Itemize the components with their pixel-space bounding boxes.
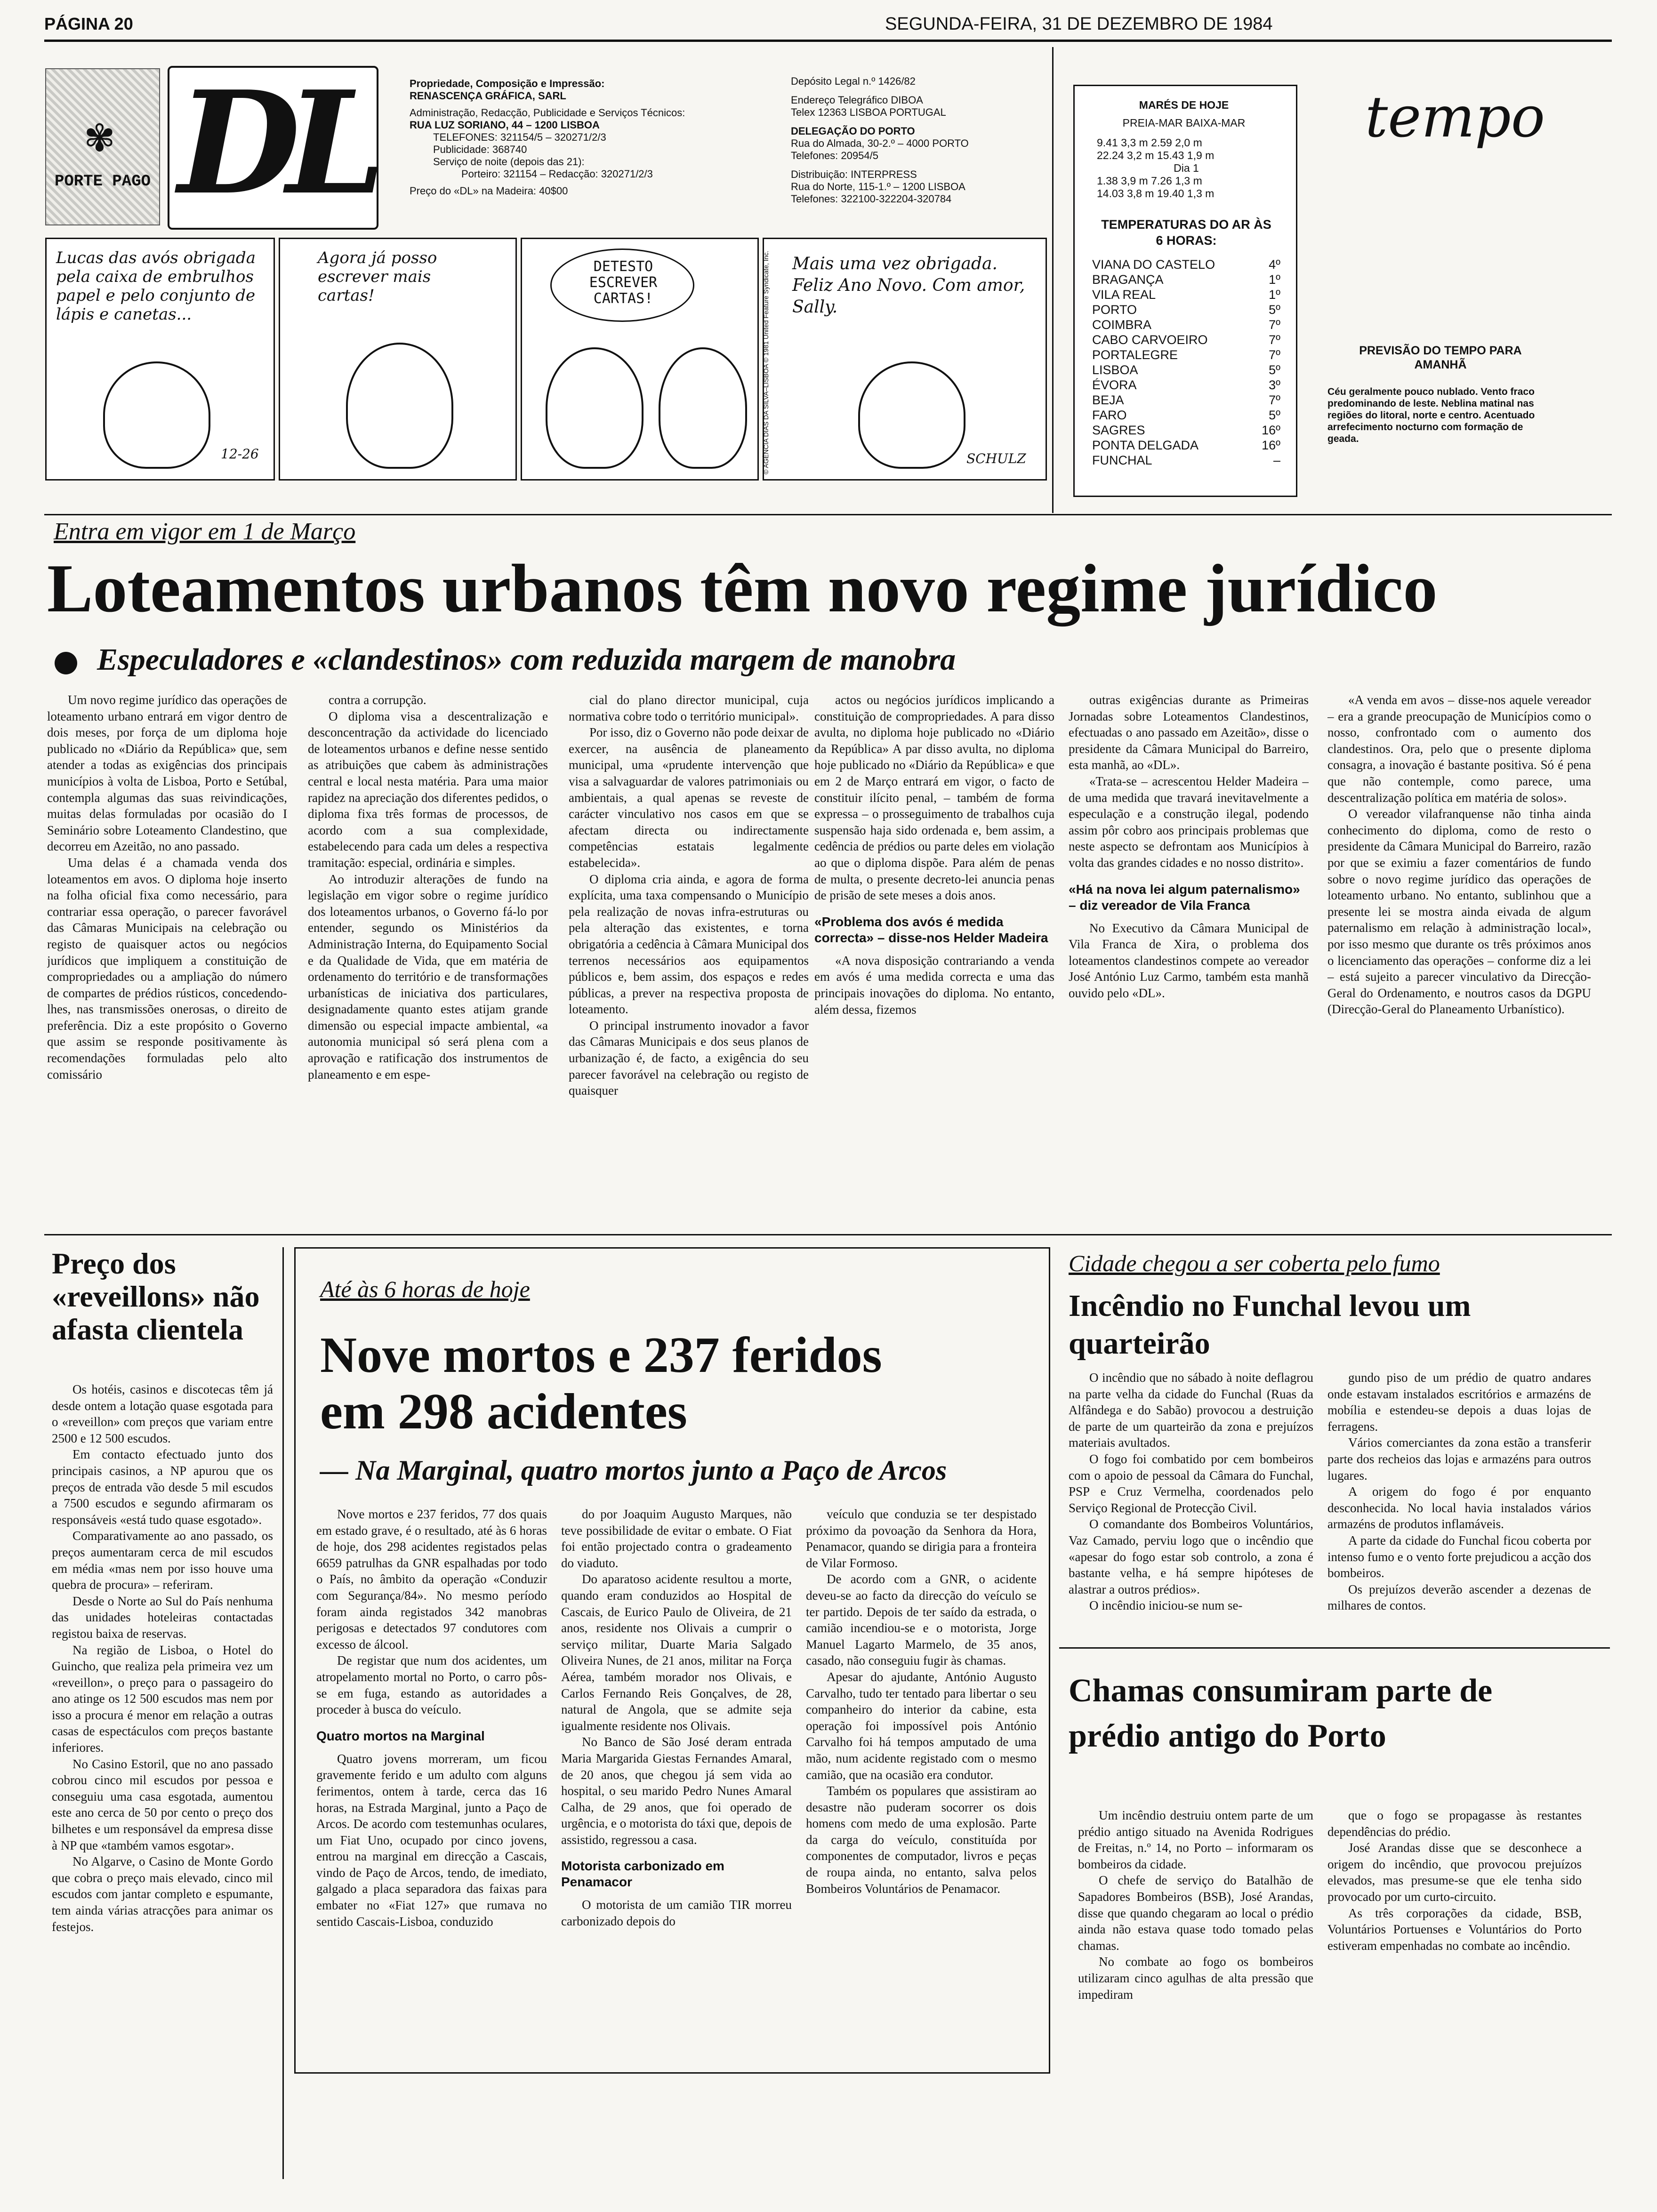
dl-logo [168,60,378,230]
accidents-headline: Nove mortos e 237 feridos em 298 acidentes [320,1327,882,1440]
girl-figure [858,361,965,469]
comic-signature: SCHULZ [966,451,1026,466]
weather-title: PREVISÃO DO TEMPO PARA AMANHÃ [1359,344,1522,371]
porto-column-2: que o fogo se propagasse às restantes dependências do prédio. José Arandas disse que se desconhece a origem do incêndio, que provocou prejuízos elevados, mas presume-se que ele tenha sido provocado por um curto-circuito. As três corporações da cidade, BSB, Voluntários Portuenses e Voluntários do Porto estiveram empenhadas no combate ao incêndio. [1327,1808,1582,1953]
imprint-left: Propriedade, Composição e Impressão: RENASCENÇA GRÁFICA, SARL Administração, Redacção, Publicidade e Serviços Técnicos: RUA LUZ SORIANO, 44 – 1200 LISBOA TELEFONES: 321154/5 – 320271/2/3 Publicidade: 368740 Serviço de noite (depois das 21): Porteiro: 321154 – Redacção: 320271/2/3 Preço do «DL» na Madeira: 40$00 [410,78,685,197]
tides-title: MARÉS DE HOJE [1139,99,1229,111]
lead-headline: Loteamentos urbanos têm novo regime jurídico [47,550,1438,626]
bullet-icon [55,652,77,674]
reveillon-column: Os hotéis, casinos e discotecas têm já desde ontem a lotação quase esgotada para o «reveillon» com preços que variam entre 2500 e 12 500 escudos. Em contacto efectuado junto dos principais casinos, a NP apurou que os preços de entrada vão desde 5 mil escudos a 7500 escudos e segundo afirmaram os responsáveis «está tudo quase esgotado». Comparativamente ao ano passado, os preços aumentaram cerca de mil escudos em média «mas nem por isso houve uma quebra de procura» – referiram. Desde o Norte ao Sul do País nenhuma das unidades hoteleiras contactadas registou baixa de reservas. Na região de Lisboa, o Hotel do Guincho, que realiza pela primeira vez um «reveillon», o preço para o passageiro do ano atinge os 12 500 escudos mas nem por isso a procura é menor em relação a outras casas de espectáculos com preços bastante inferiores. No Casino Estoril, que no ano passado cobrou cinco mil escudos por pessoa e conseguiu uma casa esgotada, aumentou este ano cerca de 50 por cento o preço dos bilhetes e um responsável da empresa disse à NP que «também vamos esgotar». No Algarve, o Casino de Monte Gordo que cobra o preço mais elevado, cinco mil escudos com jantar completo e espumante, tem ainda várias atracções para animar os festejos. [52,1382,273,1934]
tides-table: 9.41 3,3 m 2.59 2,0 m 22.24 3,2 m 15.43 1,9 m Dia 1 1.38 3,9 m 7.26 1,3 m 14.03 3,8 m 19.40 1,3 m [1097,136,1215,200]
porte-pago-stamp [45,68,160,225]
lead-column-1: Um novo regime jurídico das operações de loteamento urbano entrará em vigor dentro de dois meses, por força de um diploma hoje publicado no «Diário da República» que, sem atender a todas as exigências dos principais municípios à volta de Lisboa, Porto e Setúbal, contempla algumas das suas reivindicações, muitas delas formuladas por ocasião do I Seminário sobre Loteamento Clandestino, que decorreu em Azeitão, no ano passado. Uma delas é a chamada venda dos loteamentos em avos. O diploma hoje inserto na folha oficial fixa como necessário, para contrariar essa operação, o parecer favorável das Câmaras Municipais na celebração ou registo de quaisquer actos ou negócios jurídicos que impliquem a constituição de compropriedades ou a ampliação do número de compartes de prédios rústicos, concedendo-lhes, nas transmissões onerosas, o direito de preferência. Diz a este propósito o Governo que assim se responde positivamente às recomendações formuladas pelo alto comissário [47,693,287,1082]
lead-column-2: contra a corrupção. O diploma visa a descentralização e desconcentração da actividade do licenciado de loteamentos urbanos e define nesse sentido as atribuições que cabem às administrações central e local nesta matéria. Para uma maior rapidez na apreciação dos diferentes pedidos, o diploma fixa três formas de processos, de acordo com a sua complexidade, estabelecendo para cada um deles a respectiva tramitação: especial, ordinária e simples. Ao introduzir alterações de fundo na legislação em vigor sobre o regime jurídico dos loteamentos urbanos, o Governo fá-lo por entender, segundo os Ministérios da Administração Interna, do Equipamento Social e da Qualidade de Vida, que em matéria de ordenamento do território e de transformações urbanísticas de iniciativa dos particulares, designadamente quanto estes atijam grande dimensão ou especial impacte ambiental, «a autonomia municipal só será plena com a aprovação e ratificação dos instrumentos de planeamento e em espe- [308,693,548,1082]
porto-column-1: Um incêndio destruiu ontem parte de um prédio antigo situado na Avenida Rodrigues de Freitas, n.º 14, no Porto – informaram os bombeiros da cidade. O chefe de serviço do Batalhão de Sapadores Bombeiros (BSB), José Arandas, disse que quando chegaram ao local o prédio ainda não estava quase todo tomado pelas chamas. No combate ao fogo os bombeiros utilizaram cinco agulhas de alta pressão que impediram [1078,1808,1313,2002]
comic-panel-4-text: Mais uma vez obrigada. Feliz Ano Novo. Com amor, Sally. [792,254,1025,317]
temps-title: TEMPERATURAS DO AR ÀS 6 HORAS: [1101,217,1271,248]
comic-panel-4 [763,238,1047,481]
funchal-bottom-rule [1059,1647,1610,1649]
page-number: PÁGINA 20 [44,14,133,33]
comic-panel-2-text: Agora já posso escrever mais cartas! [318,248,437,305]
lead-column-3: cial do plano director municipal, cuja normativa cobre todo o território municipal». Por isso, diz o Governo não pode deixar de exercer, na ausência de planeamento municipal, uma «prudente intervenção que visa a salvaguardar de valores patrimoniais ou ambientais, a qual apenas se reveste de carácter vinculativo nos casos em que se afectam directa ou indirectamente competências estatais legalmente estabelecida». O diploma cria ainda, e agora de forma explícita, uma taxa compensando o Município pela realização de novas infra-estruturas ou pela alteração das existentes, e torna obrigatória a cedência à Câmara Municipal dos terrenos necessários aos equipamentos públicos e, bem assim, dos espaços e redes públicas, a prever na respectiva proposta de loteamento. O principal instrumento inovador a favor das Câmaras Municipais e dos seus planos de urbanização é, de facto, a exigência do seu parecer favorável na celebração ou registo de quaisquer [569,693,809,1098]
funchal-column-1: O incêndio que no sábado à noite deflagrou na parte velha da cidade do Funchal (Ruas da Alfândega e do Sabão) provocou a destruição de parte de um quarteirão da zona e prejuízos materiais avultados. O fogo foi combatido por cem bombeiros com o apoio de pessoal da Câmara do Funchal, PSP e Cruz Vermelha, coordenados pelo Serviço Regional de Protecção Civil. O comandante dos Bombeiros Voluntários, Vaz Camado, perviu logo que o incêndio que «apesar do fogo estar sob controlo, a zona é bastante velha, e há sempre hipóteses de alastrar a outros prédios». O incêndio iniciou-se num se- [1069,1370,1313,1613]
issue-date: SEGUNDA-FEIRA, 31 DE DEZEMBRO DE 1984 [885,14,1273,34]
accidents-subhead-1: Quatro mortos na Marginal [316,1728,485,1743]
lead-deck: Especuladores e «clandestinos» com reduzida margem de manobra [97,642,956,677]
accidents-deck: — Na Marginal, quatro mortos junto a Paço de Arcos [320,1455,947,1486]
accidents-kicker: Até às 6 horas de hoje [320,1276,530,1302]
comic-panel-1-text: Lucas das avós obrigada pela caixa de embrulhos papel e pelo conjunto de lápis e canetas... [56,248,256,324]
funchal-column-2: gundo piso de um prédio de quatro andares onde estavam instalados escritórios e armazéns de mobília e estendeu-se depois a duas lojas de ferragens. Vários comerciantes da zona estão a transferir parte dos recheios das lojas e armazéns para outros lugares. A origem do fogo é por enquanto desconhecida. No local havia instalados vários armazéns de produtos inflamáveis. A parte da cidade do Funchal ficou coberta por intenso fumo e o vento forte prejudicou a acção dos bombeiros. Os prejuízos deverão ascender a dezenas de milhares de contos. [1327,1370,1591,1613]
girl-figure [346,343,453,469]
accidents-column-2: do por Joaquim Augusto Marques, não teve possibilidade de evitar o embate. O Fiat foi então projectado contra o gradeamento do viaduto. Do aparatoso acidente resultou a morte, quando eram conduzidos ao Hospital de Cascais, de Eurico Paulo de Oliveira, de 21 anos, residente nos Olivais a cumprir o serviço militar, Duarte Maria Salgado Oliveira Nunes, de 21 anos, militar na Força Aérea, também morador nos Olivais, e Carlos Fernando Reis Gonçalves, de 28, natural de Angola, que se admite seja igualmente residente nos Olivais. No Banco de São José deram entrada Maria Margarida Giestas Fernandes Amaral, de 20 anos, que chegou já sem vida ao hospital, o seu marido Pedro Nunes Amaral Calha, de 29 anos, que foi operado de urgência, e o motorista do táxi que, depois de assistido, regressou a casa. Motorista carbonizado em Penamacor O motorista de um camião TIR morreu carbonizado depois do [561,1507,792,1929]
comic-date: 12-26 [221,446,259,462]
funchal-kicker: Cidade chegou a ser coberta pelo fumo [1069,1250,1440,1276]
comic-panel-1 [45,238,275,481]
logo-text: DL [178,60,372,226]
accidents-column-3: veículo que conduzia se ter despistado próximo da povoação da Senhora da Hora, Penamacor, quando se dirigia para a fronteira de Vilar Formoso. De acordo com a GNR, o acidente deveu-se ao facto da direcção do veículo se ter partido. Depois de ter saído da estrada, o camião incendiou-se e o motorista, Jorge Manuel Lagarto Marmelo, de 35 anos, casado, não conseguiu fugir às chamas. Apesar do ajudante, António Augusto Carvalho, tudo ter tentado para libertar o seu companheiro do interior da cabine, esta operação foi impossível pois António Carvalho foi há tempos amputado de uma mão, num acidente registado com o mesmo camião, que na ocasião era condutor. Também os populares que assistiram ao desastre não puderam socorrer os dois homens com medo de uma explosão. Parte da carga do veículo, constituída por componentes de computador, livros e peças de roupa ainda, no entanto, salva pelos Bombeiros Voluntários de Penamacor. [806,1507,1037,1896]
lead-subhead-1: «Problema dos avós é medida correcta» – disse-nos Helder Madeira [814,914,1048,945]
lead-subhead-2: «Há na nova lei algum paternalismo» – diz vereador de Vila Franca [1069,882,1300,913]
lead-bottom-rule [44,1234,1612,1235]
imprint-right: Depósito Legal n.º 1426/82 Endereço Telegráfico DIBOA Telex 12363 LISBOA PORTUGAL DELEGAÇÃO DO PORTO Rua do Almada, 30-2.º – 4000 PORTO Telefones: 20954/5 Distribuição: INTERPRESS Rua do Norte, 115-1.º – 1200 LISBOA Telefones: 322100-322204-320784 [791,75,969,205]
girl-figure [103,361,210,469]
comic-panel-2 [279,238,517,481]
comic-credit: © AGÊNCIA DIAS DA SILVA–LISBOA © 1981 United Feature Syndicate, Inc. [762,250,770,474]
speech-bubble-text: DETESTO ESCREVER CARTAS! [589,258,658,307]
accidents-column-1: Nove mortos e 237 feridos, 77 dos quais em estado grave, é o resultado, até às 6 horas de hoje, dos 298 acidentes registados pelas 6659 patrulhas da GNR espalhadas por todo o País, no âmbito da operação «Conduzir com Segurança/84». No mesmo período foram ainda registados 342 manobras perigosas e detectados 97 condutores com excesso de álcool. De registar que num dos acidentes, um atropelamento mortal no Porto, o carro pôs-se em fuga, estando as autoridades a proceder à busca do veículo. Quatro mortos na Marginal Quatro jovens morreram, um ficou gravemente ferido e um adulto com alguns ferimentos, ontem à tarde, cerca das 16 horas, na Estrada Marginal, junto a Paço de Arcos. De acordo com testemunhas oculares, um Fiat Uno, ocupado por cinco jovens, entrou na marginal em direcção a Cascais, vindo de Paço de Arcos, tendo, de imediato, galgado a placa separadora das faixas para embater no «Fiat 127» que rumava no sentido Cascais-Lisboa, conduzido [316,1507,547,1929]
weather-logo: tempo [1365,85,1545,150]
girl-figure [546,347,643,469]
accidents-subhead-2: Motorista carbonizado em Penamacor [561,1859,724,1890]
lead-kicker: Entra em vigor em 1 de Março [54,518,356,545]
lead-column-6: «A venda em avos – disse-nos aquele vereador – era a grande preocupação de Municípios como o nosso, confrontado com o aumento dos clandestinos. Ora, pelo que o presente diploma consagra, a inovação é bastante positiva. Só é pena que não contemple, como parece, uma descentralização política em matéria de solos». O vereador vilafranquense não tinha ainda conhecimento do diploma, como de resto o presidente da Câmara Municipal do Barreiro, razão por que se eximiu a fazer comentários de fundo sobre o novo regime jurídico das operações de loteamento urbano. No entanto, sublinhou que a presente lei se mostra ainda eivada de algum paternalismo em relação à administração local», por isso mesmo que durante os três próximos anos o licenciamento das operações – conforme diz a lei – está sujeito a parecer vinculativo da Direcção-Geral do Ordenamento, e noutros casos da DGPU (Direcção-Geral do Planeamento Urbanístico). [1327,693,1591,1017]
comic-panel-3 [521,238,759,481]
masthead-bottom-rule [44,514,1612,515]
masthead-divider [1052,47,1054,513]
tides-header: PREIA-MAR BAIXA-MAR [1122,117,1246,129]
crown-icon: ✾ [84,116,116,160]
reveillon-headline: Preço dos «reveillons» não afasta clientela [52,1247,260,1346]
funchal-headline: Incêndio no Funchal levou um quarteirão [1069,1289,1471,1361]
porto-headline: Chamas consumiram parte de prédio antigo do Porto [1069,1673,1493,1754]
weather-forecast: Céu geralmente pouco nublado. Vento fraco predominando de leste. Neblina matinal nas regiões do litoral, norte e centro. Acentuado arrefecimento nocturno com formação de geada. [1327,386,1535,444]
boy-figure [659,347,747,469]
reveillon-divider [282,1247,284,2179]
top-rule [44,40,1612,42]
stamp-text: PORTE PAGO [54,173,151,191]
temps-table: VIANA DO CASTELO 4º BRAGANÇA 1º VILA REAL 1º PORTO 5º COIMBRA 7º CABO CARVOEIRO 7º PORTALEGRE 7º LISBOA 5º ÉVORA 3º BEJA 7º FARO 5º SAGRES 16º PONTA DELGADA 16º FUNCHAL – [1092,257,1280,467]
lead-column-5: outras exigências durante as Primeiras Jornadas sobre Loteamentos Clandestinos, efectuadas o ano passado em Azeitão», disse o presidente da Câmara Municipal do Barreiro, esta manhã, ao «DL». «Trata-se – acrescentou Helder Madeira – de uma medida que travará inevitavelmente a especulação e a construção ilegal, podendo assim pôr cobro aos principais problemas que neste aspecto se defrontam aos Municípios à volta das grandes cidades e no nosso distrito». «Há na nova lei algum paternalismo» – diz vereador de Vila Franca No Executivo da Câmara Municipal de Vila Franca de Xira, o problema dos loteamentos clandestinos compete ao vereador José António Luz Carmo, também esta manhã ouvido pelo «DL». [1069,693,1309,1000]
lead-column-4: actos ou negócios jurídicos implicando a constituição de compropriedades. A para disso avulta, no diploma hoje publicado no «Diário da República» A par disso avulta, no diploma hoje publicado no «Diário da República» e que em 2 de Março entrará em vigor, o facto de constituir ilícito penal, – também de forma expressa – o prosseguimento de trabalhos cuja suspensão haja sido ordenada e, bem assim, a cedência de prédios ou parte deles em violação ao que o diploma dispõe. Para além de penas de multa, o presente decreto-lei anuncia penas de prisão de sete meses a dois anos. «Problema dos avós é medida correcta» – disse-nos Helder Madeira «A nova disposição contrariando a venda em avós é uma medida correcta e uma das principais inovações do diploma. No entanto, além dessa, fizemos [814,693,1054,1017]
